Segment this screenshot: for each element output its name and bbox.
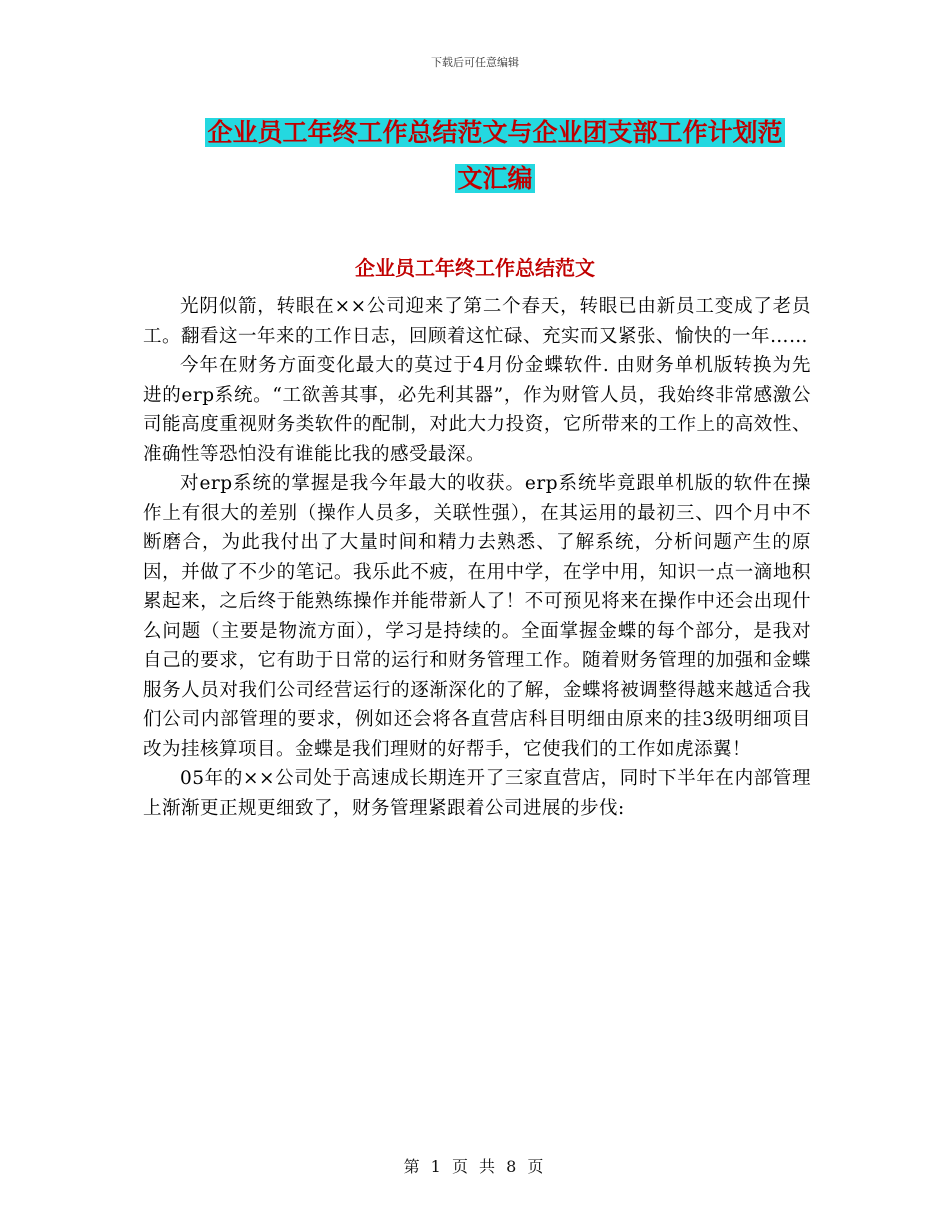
document-title <box>150 110 840 202</box>
paragraph-2: 今年在财务方面变化最大的莫过于4月份金蝶软件. 由财务单机版转换为先进的erp系统。“工欲善其事，必先利其器”，作为财管人员，我始终非常感激公司能高度重视财务类软件的配制，对此大力投资，它所带来的工作上的高效性、准确性等恐怕没有谁能比我的感受最深。 <box>143 355 811 465</box>
document-title-line-1: 企业员工年终工作总结范文与企业团支部工作计划范 <box>207 118 783 147</box>
paragraph-3: 对erp系统的掌握是我今年最大的收获。erp系统毕竟跟单机版的软件在操作上有很大的差别（操作人员多，关联性强），在其运用的最初三、四个月中不断磨合，为此我付出了大量时间和精力去熟悉、了解系统，分析问题产生的原因，并做了不少的笔记。我乐此不疲，在用中学，在学中用，知识一点一滴地积累起来，之后终于能熟练操作并能带新人了！不可预见将来在操作中还会出现什么问题（主要是物流方面），学习是持续的。全面掌握金蝶的每个部分，是我对自己的要求，它有助于日常的运行和财务管理工作。随着财务管理的加强和金蝶服务人员对我们公司经营运行的逐渐深化的了解，金蝶将被调整得越来越适合我们公司内部管理的要求，例如还会将各直营店科目明细由原来的挂3级明细项目改为挂核算项目。金蝶是我们理财的好帮手，它使我们的工作如虎添翼！ <box>143 473 811 760</box>
paragraph-4: 05年的××公司处于高速成长期连开了三家直营店，同时下半年在内部管理上渐渐更正规更细致了，财务管理紧跟着公司进展的步伐: <box>143 768 811 819</box>
header-note: 下载后可任意编辑 <box>431 56 519 69</box>
page-number-footer: 第 1 页 共 8 页 <box>403 1157 547 1176</box>
paragraph-1: 光阴似箭，转眼在××公司迎来了第二个春天，转眼已由新员工变成了老员工。翻看这一年来的工作日志，回顾着这忙碌、充实而又紧张、愉快的一年…… <box>143 296 811 347</box>
section-title: 企业员工年终工作总结范文 <box>355 256 595 280</box>
document-title-line-2: 文汇编 <box>457 164 533 193</box>
body-text <box>143 292 811 823</box>
